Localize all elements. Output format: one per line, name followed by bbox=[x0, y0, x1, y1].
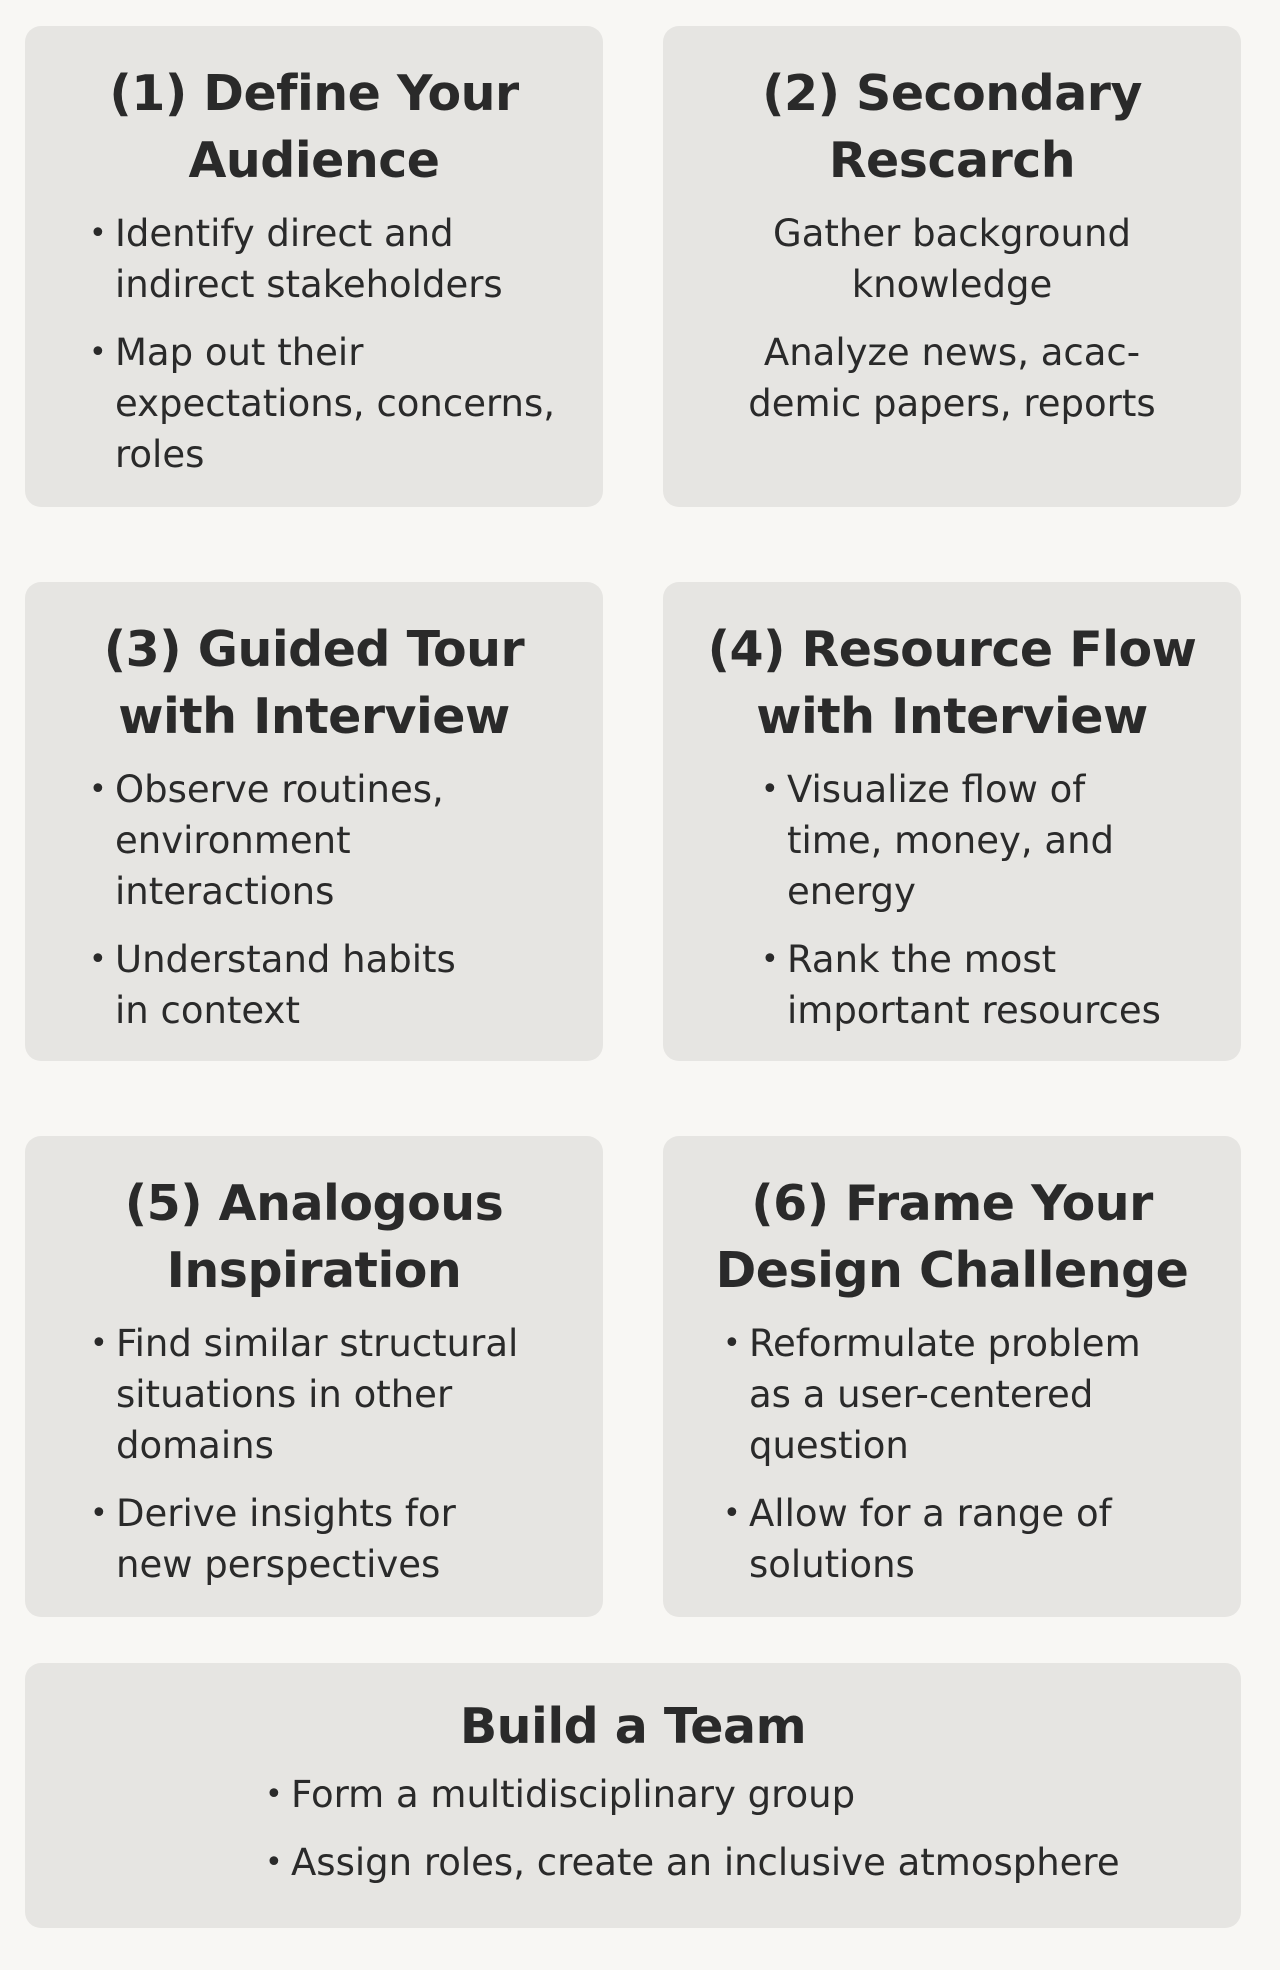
bullet-icon: • bbox=[89, 772, 107, 807]
description-block bbox=[663, 208, 1241, 429]
card-frame-design-challenge bbox=[663, 1136, 1241, 1617]
list-item bbox=[265, 1769, 1241, 1820]
list-item bbox=[90, 1488, 603, 1590]
list-item bbox=[761, 934, 1241, 1036]
bullet-icon: • bbox=[90, 1496, 108, 1531]
bullet-icon: • bbox=[89, 216, 107, 251]
description-line: Gather background knowledge bbox=[773, 212, 1131, 306]
card-title: (6) Frame Your Design Challenge bbox=[715, 1175, 1189, 1299]
list-item-text: Allow for a range of solutions bbox=[749, 1492, 1112, 1586]
card-secondary-research bbox=[663, 26, 1241, 507]
list-item bbox=[723, 1318, 1241, 1471]
list-item bbox=[265, 1837, 1241, 1888]
bullet-icon: • bbox=[89, 942, 107, 977]
card-title: (3) Guided Tour with Interview bbox=[103, 621, 525, 745]
list-item-text: Understand habits in context bbox=[115, 938, 456, 1032]
list-item-text: Find similar structural situations in other domains bbox=[116, 1322, 519, 1467]
list-item bbox=[89, 934, 603, 1036]
list-item bbox=[90, 1318, 603, 1471]
bullet-list bbox=[723, 1318, 1241, 1590]
list-item-text: Map out their expectations, concerns, roles bbox=[115, 331, 556, 476]
bullet-icon: • bbox=[265, 1845, 283, 1880]
list-item bbox=[723, 1488, 1241, 1590]
card-title: Build a Team bbox=[459, 1698, 807, 1755]
bullet-list bbox=[90, 1318, 603, 1590]
list-item-text: Reformulate problem as a user-centered question bbox=[749, 1322, 1141, 1467]
bullet-icon: • bbox=[723, 1326, 741, 1361]
bullet-list bbox=[89, 764, 603, 1036]
card-title: (1) Define Your Audience bbox=[109, 65, 519, 189]
card-guided-tour bbox=[25, 582, 603, 1061]
bullet-list bbox=[89, 208, 603, 480]
list-item-text: Derive insights for new perspectives bbox=[116, 1492, 456, 1586]
card-resource-flow bbox=[663, 582, 1241, 1061]
bullet-icon: • bbox=[761, 772, 779, 807]
card-title: (5) Analogous Inspiration bbox=[124, 1175, 504, 1299]
description-line: Analyze news, acac- demic papers, reports bbox=[748, 331, 1156, 425]
list-item bbox=[761, 764, 1241, 917]
list-item bbox=[89, 208, 603, 310]
list-item-text: Assign roles, create an inclusive atmosphere bbox=[291, 1841, 1120, 1884]
bullet-icon: • bbox=[90, 1326, 108, 1361]
bullet-list bbox=[265, 1769, 1241, 1888]
list-item-text: Visualize flow of time, money, and energy bbox=[787, 768, 1115, 913]
card-build-team bbox=[25, 1663, 1241, 1928]
bullet-icon: • bbox=[723, 1496, 741, 1531]
bullet-icon: • bbox=[761, 942, 779, 977]
list-item-text: Identify direct and indirect stakeholders bbox=[115, 212, 503, 306]
card-define-audience bbox=[25, 26, 603, 507]
list-item-text: Rank the most important resources bbox=[787, 938, 1161, 1032]
list-item bbox=[89, 327, 603, 480]
bullet-icon: • bbox=[89, 335, 107, 370]
bullet-list bbox=[761, 764, 1241, 1036]
list-item-text: Form a multidisciplinary group bbox=[291, 1773, 856, 1816]
card-title: (2) Secondary Rescarch bbox=[762, 65, 1142, 189]
list-item bbox=[89, 764, 603, 917]
list-item-text: Observe routines, environment interactions bbox=[115, 768, 444, 913]
card-analogous-inspiration bbox=[25, 1136, 603, 1617]
card-title: (4) Resource Flow with Interview bbox=[707, 621, 1197, 745]
bullet-icon: • bbox=[265, 1777, 283, 1812]
